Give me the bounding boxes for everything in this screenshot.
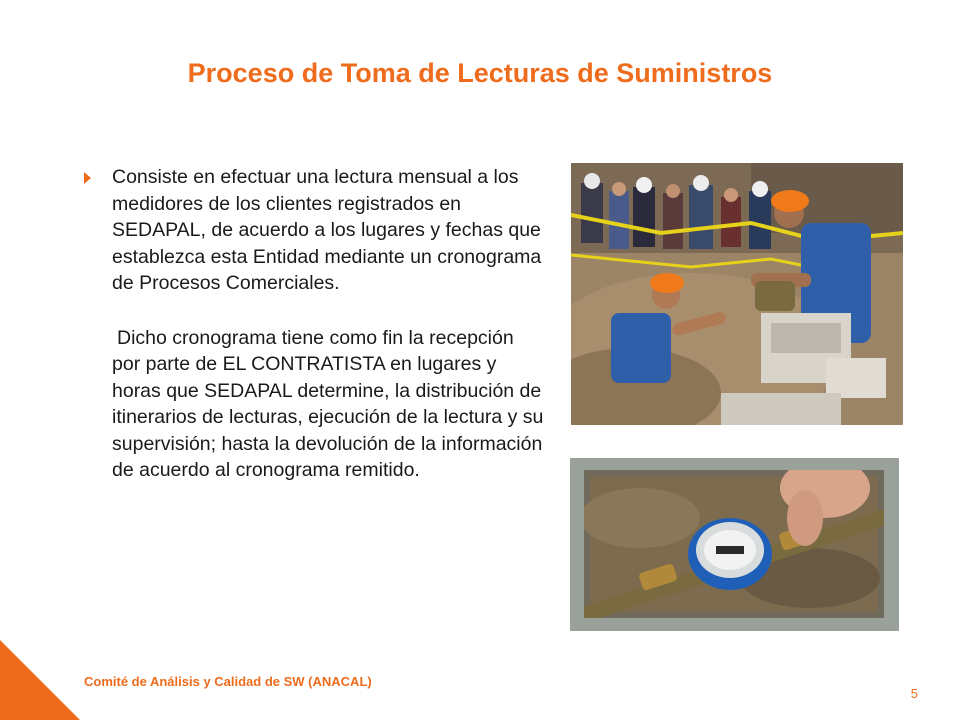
slide-title: Proceso de Toma de Lecturas de Suministros (187, 58, 773, 88)
footer-text: Comité de Análisis y Calidad de SW (ANACAL) (84, 674, 372, 689)
workers-excavation-photo (571, 163, 903, 425)
slide-body (84, 164, 544, 484)
triangle-right-icon (84, 172, 91, 184)
bullet-text: Consiste en efectuar una lectura mensual a los medidores de los clientes registrados en SEDAPAL, de acuerdo a los lugares y fechas que establezca esta Entidad mediante un cronograma de Procesos Comerciales. (112, 166, 542, 294)
bullet-item (84, 164, 544, 297)
orange-corner-triangle (0, 640, 80, 720)
water-meter-photo (570, 458, 899, 631)
workers-excavation-image (571, 163, 903, 425)
page-number: 5 (910, 686, 918, 701)
body-paragraph: Dicho cronograma tiene como fin la recepción por parte de EL CONTRATISTA en lugares y horas que SEDAPAL determine, la distribución de itinerarios de lecturas, ejecución de la lectura y su supervisión; hasta la devolución de la información de acuerdo al cronograma remitido. (112, 326, 544, 481)
water-meter-image (570, 458, 899, 631)
